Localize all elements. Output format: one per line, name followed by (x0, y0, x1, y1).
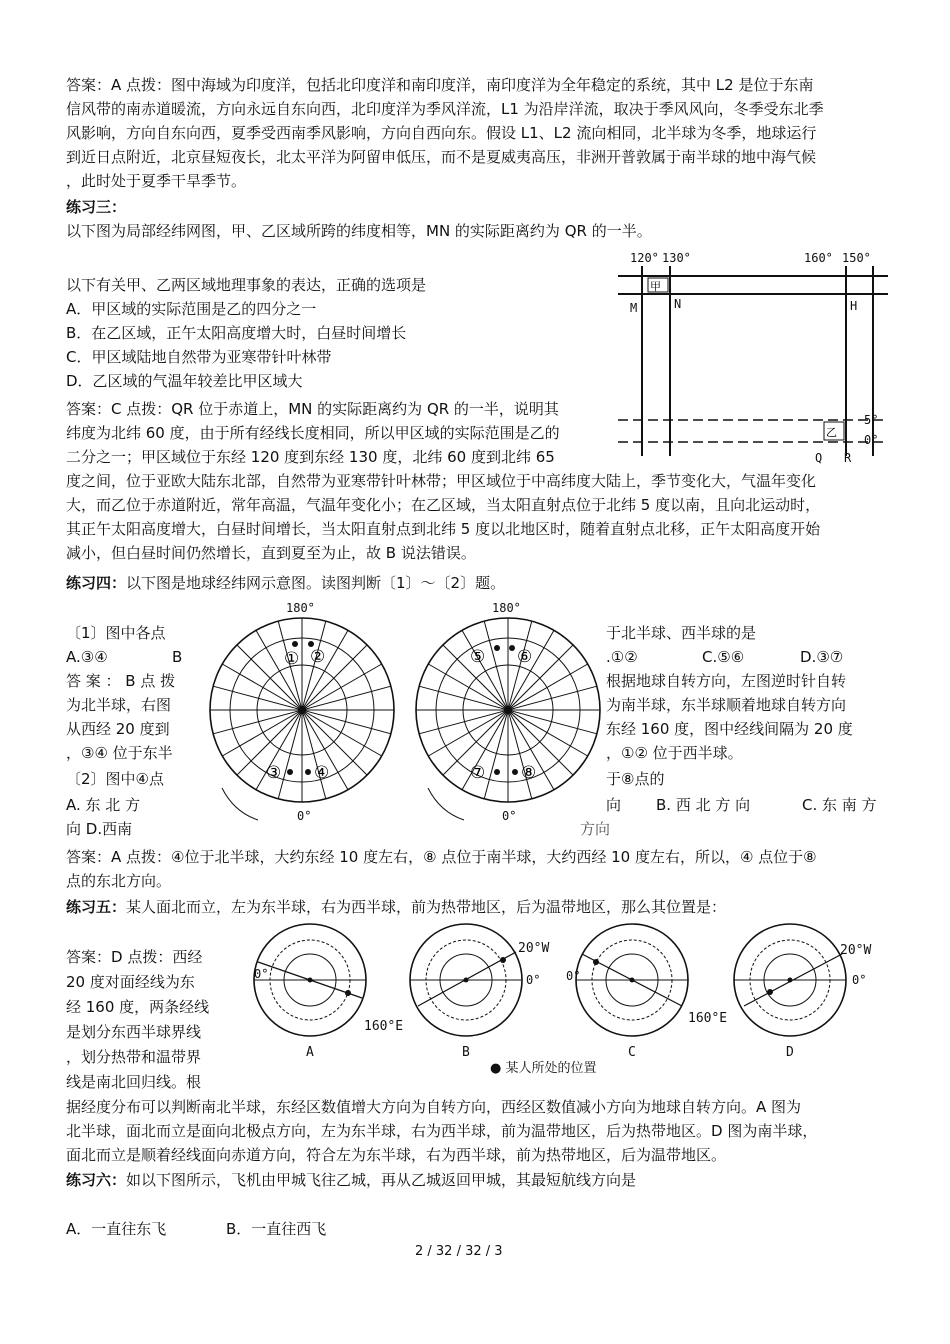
hemisphere-diagrams (248, 918, 888, 1078)
point-3: ③ (266, 763, 282, 783)
ex4-q2-left-3: 向 D.西南 (66, 820, 133, 838)
ex5-answer-short-6: 线是南北回归线。根 (66, 1073, 202, 1091)
b-zero-label: 0° (526, 973, 541, 987)
point-7: ⑦ (470, 763, 486, 783)
point-1: ① (284, 649, 300, 669)
lat-label-5: 5° (864, 413, 879, 427)
answer-line-3: 风影响，方向自东向西，夏季受西南季风影响，方向自西向东。假设 L1、L2 流向相同，北半球为冬季，地球运行 (66, 124, 817, 142)
exercise-6-title: 练习六： (66, 1171, 127, 1189)
point-6: ⑥ (517, 647, 533, 667)
region-yi-label: 乙 (826, 426, 837, 439)
ex4-q1-opt-d: D.③⑦ (800, 648, 844, 666)
polar-grid-diagrams (200, 598, 612, 830)
diagram-c-label: C (628, 1045, 636, 1060)
position-legend: ● 某人所处的位置 (490, 1061, 597, 1076)
exercise-3-answer-line-1: 答案：C 点拨：QR 位于赤道上，MN 的实际距离约为 QR 的一半，说明其 (66, 400, 559, 418)
diagram-a-label: A (306, 1045, 314, 1060)
ex4-q2-opt-b: B. 西 北 方 向 (656, 796, 751, 814)
ex4-q1-right-5: ，①② 位于西半球。 (606, 744, 743, 762)
ex4-q2-left-1: 〔2〕图中④点 (66, 770, 164, 788)
ex6-option-b: B．一直往西飞 (226, 1220, 327, 1238)
ex5-answer-short-2: 20 度对面经线为东 (66, 973, 195, 991)
exercise-4-title: 练习四： (66, 574, 127, 592)
ex5-answer-short-1: 答案：D 点拨：西经 (66, 948, 203, 966)
page-number: 2 / 32 / 32 / 3 (415, 1244, 503, 1259)
answer-line-1: 答案：A 点拨：图中海域为印度洋，包括北印度洋和南印度洋，南印度洋为全年稳定的系统，其中 L2 是位于东南 (66, 76, 814, 94)
exercise-3-option-c: C．甲区域陆地自然带为亚寒带针叶林带 (66, 348, 332, 366)
answer-line-4: 到近日点附近，北京昼短夜长，北太平洋为阿留申低压，而不是夏威夷高压，非洲开普敦属于南半球的地中海气候 (66, 148, 817, 166)
lon-label-160: 160° (804, 251, 833, 265)
ex4-q1-b: B (172, 648, 183, 666)
point-h: H (850, 299, 858, 313)
point-4: ④ (314, 763, 330, 783)
exercise-6-heading (66, 1168, 636, 1192)
c-160e-label: 160°E (688, 1011, 728, 1026)
b-20w-label: 20°W (518, 941, 550, 956)
point-2: ② (310, 647, 326, 667)
answer-line-2: 信风带的南赤道暖流，方向永远自东向西，北印度洋为季风洋流，L1 为沿岸洋流，取决于季风风向，冬季受东北季 (66, 100, 824, 118)
ex4-q2-right-2: 向 (606, 796, 622, 814)
exercise-3-answer-line-4: 度之间，位于亚欧大陆东北部，自然带为亚寒带针叶林带；甲区域位于中高纬度大陆上，季节变化大，气温年变化 (66, 472, 817, 490)
a-160e-label: 160°E (364, 1019, 404, 1034)
exercise-3-answer-line-3: 二分之一；甲区域位于东经 120 度到东经 130 度，北纬 60 度到北纬 65 (66, 448, 555, 466)
exercise-3-answer-line-6: 其正午太阳高度增大，白昼时间增长，当太阳直射点到北纬 5 度以北地区时，随着直射点北移，正午太阳高度开始 (66, 520, 821, 538)
point-8: ⑧ (521, 763, 537, 783)
ex4-q1-opt-b: .①② (606, 648, 638, 666)
exercise-3-option-d: D．乙区域的气温年较差比甲区域大 (66, 372, 303, 390)
exercise-3-answer-line-2: 纬度为北纬 60 度，由于所有经线长度相同，所以甲区域的实际范围是乙的 (66, 424, 560, 442)
ex4-q1-right-3: 为南半球，东半球顺着地球自转方向 (606, 696, 847, 714)
exercise-3-intro: 以下图为局部经纬网图，甲、乙区域所跨的纬度相等，MN 的实际距离约为 QR 的一半。 (66, 222, 652, 240)
ex4-q2-left-2: A. 东 北 方 (66, 796, 141, 814)
ex5-answer-short-3: 经 160 度，两条经线 (66, 998, 210, 1016)
exercise-4-intro: 以下图是地球经纬网示意图。读图判断〔1〕～〔2〕题。 (126, 574, 506, 592)
left-0-label: 0° (297, 809, 312, 823)
right-0-label: 0° (502, 809, 517, 823)
exercise-5-intro: 某人面北而立，左为东半球，右为西半球，前为热带地区，后为温带地区，那么其位置是： (126, 898, 727, 916)
right-180-label: 180° (492, 601, 521, 615)
ex4-q1-right-1: 于北半球、西半球的是 (606, 624, 757, 642)
exercise-5-title: 练习五： (66, 898, 127, 916)
ex5-answer-short-4: 是划分东西半球界线 (66, 1023, 202, 1041)
c-zero-label: 0° (566, 969, 581, 983)
a-zero-label: 0° (254, 967, 269, 981)
ex5-answer-long-2: 北半球，面北而立是面向北极点方向，左为东半球，右为西半球，前为温带地区，后为热带地区。D 图为南半球， (66, 1122, 818, 1140)
point-q: Q (815, 451, 823, 465)
point-m: M (630, 301, 638, 315)
point-n: N (674, 297, 682, 311)
lat-label-0: 0° (864, 433, 879, 447)
lon-label-130: 130° (662, 251, 691, 265)
diagram-d-label: D (786, 1045, 794, 1060)
ex4-q2-opt-c: C. 东 南 方 (802, 796, 877, 814)
ex6-option-a: A．一直往东飞 (66, 1220, 167, 1238)
ex4-q1-right-2: 根据地球自转方向，左图逆时针自转 (606, 672, 847, 690)
exercise-3-title: 练习三： (66, 198, 127, 216)
lon-label-150: 150° (842, 251, 871, 265)
ex4-q2-right-1: 于⑧点的 (606, 770, 665, 788)
exercise-3-option-a: A．甲区域的实际范围是乙的四分之一 (66, 300, 317, 318)
d-zero-label: 0° (852, 973, 867, 987)
ex4-answer-line-2: 点的东北方向。 (66, 872, 172, 890)
d-20w-label: 20°W (840, 943, 872, 958)
ex5-answer-long-3: 面北而立是顺着经线面向赤道方向，符合左为东半球，右为西半球，前为热带地区，后为温带地区。 (66, 1146, 727, 1164)
ex4-q1-left-2: A.③④ (66, 648, 108, 666)
left-180-label: 180° (286, 601, 315, 615)
ex4-q1-left-1: 〔1〕图中各点 (66, 624, 166, 642)
exercise-4-heading (66, 571, 505, 595)
ex4-q1-opt-c: C.⑤⑥ (702, 648, 745, 666)
exercise-6-intro: 如以下图所示，飞机由甲城飞往乙城，再从乙城返回甲城，其最短航线方向是 (126, 1171, 637, 1189)
ex4-q1-left-4: 为北半球，右图 (66, 696, 172, 714)
exercise-3-option-b: B．在乙区域，正午太阳高度增大时，白昼时间增长 (66, 324, 407, 342)
point-5: ⑤ (470, 647, 486, 667)
point-r: R (844, 451, 852, 465)
ex4-q1-left-6: ，③④ 位于东半 (66, 744, 173, 762)
ex5-answer-long-1: 据经度分布可以判断南北半球，东经区数值增大方向为自转方向，西经区数值减小方向为地球自转方向。A 图为 (66, 1098, 802, 1116)
diagram-b-label: B (462, 1045, 470, 1060)
ex5-answer-short-5: ，划分热带和温带界 (66, 1048, 202, 1066)
exercise-5-heading (66, 895, 726, 919)
lon-label-120: 120° (630, 251, 659, 265)
ex4-q1-right-4: 东经 160 度，图中经线间隔为 20 度 (606, 720, 853, 738)
answer-line-5: ，此时处于夏季干旱季节。 (66, 172, 247, 190)
region-jia-label: 甲 (650, 280, 661, 293)
lat-lon-grid-map (618, 246, 888, 468)
ex4-q1-left-5: 从西经 20 度到 (66, 720, 170, 738)
exercise-3-question: 以下有关甲、乙两区域地理事象的表达，正确的选项是 (66, 276, 427, 294)
ex4-q2-tail: 方向 (580, 820, 611, 838)
ex4-answer-line-1: 答案：A 点拨：④位于北半球，大约东经 10 度左右，⑧ 点位于南半球，大约西经 10 度左右，所以，④ 点位于⑧ (66, 848, 817, 866)
ex4-q1-left-3: 答 案 ： B 点 拨 (66, 672, 176, 690)
exercise-3-answer-line-5: 大，而乙位于赤道附近，常年高温，气温年变化小；在乙区域，当太阳直射点位于北纬 5 度以南，且向北运动时， (66, 496, 821, 514)
exercise-3-answer-line-7: 减小，但白昼时间仍然增长，直到夏至为止，故 B 说法错误。 (66, 544, 476, 562)
